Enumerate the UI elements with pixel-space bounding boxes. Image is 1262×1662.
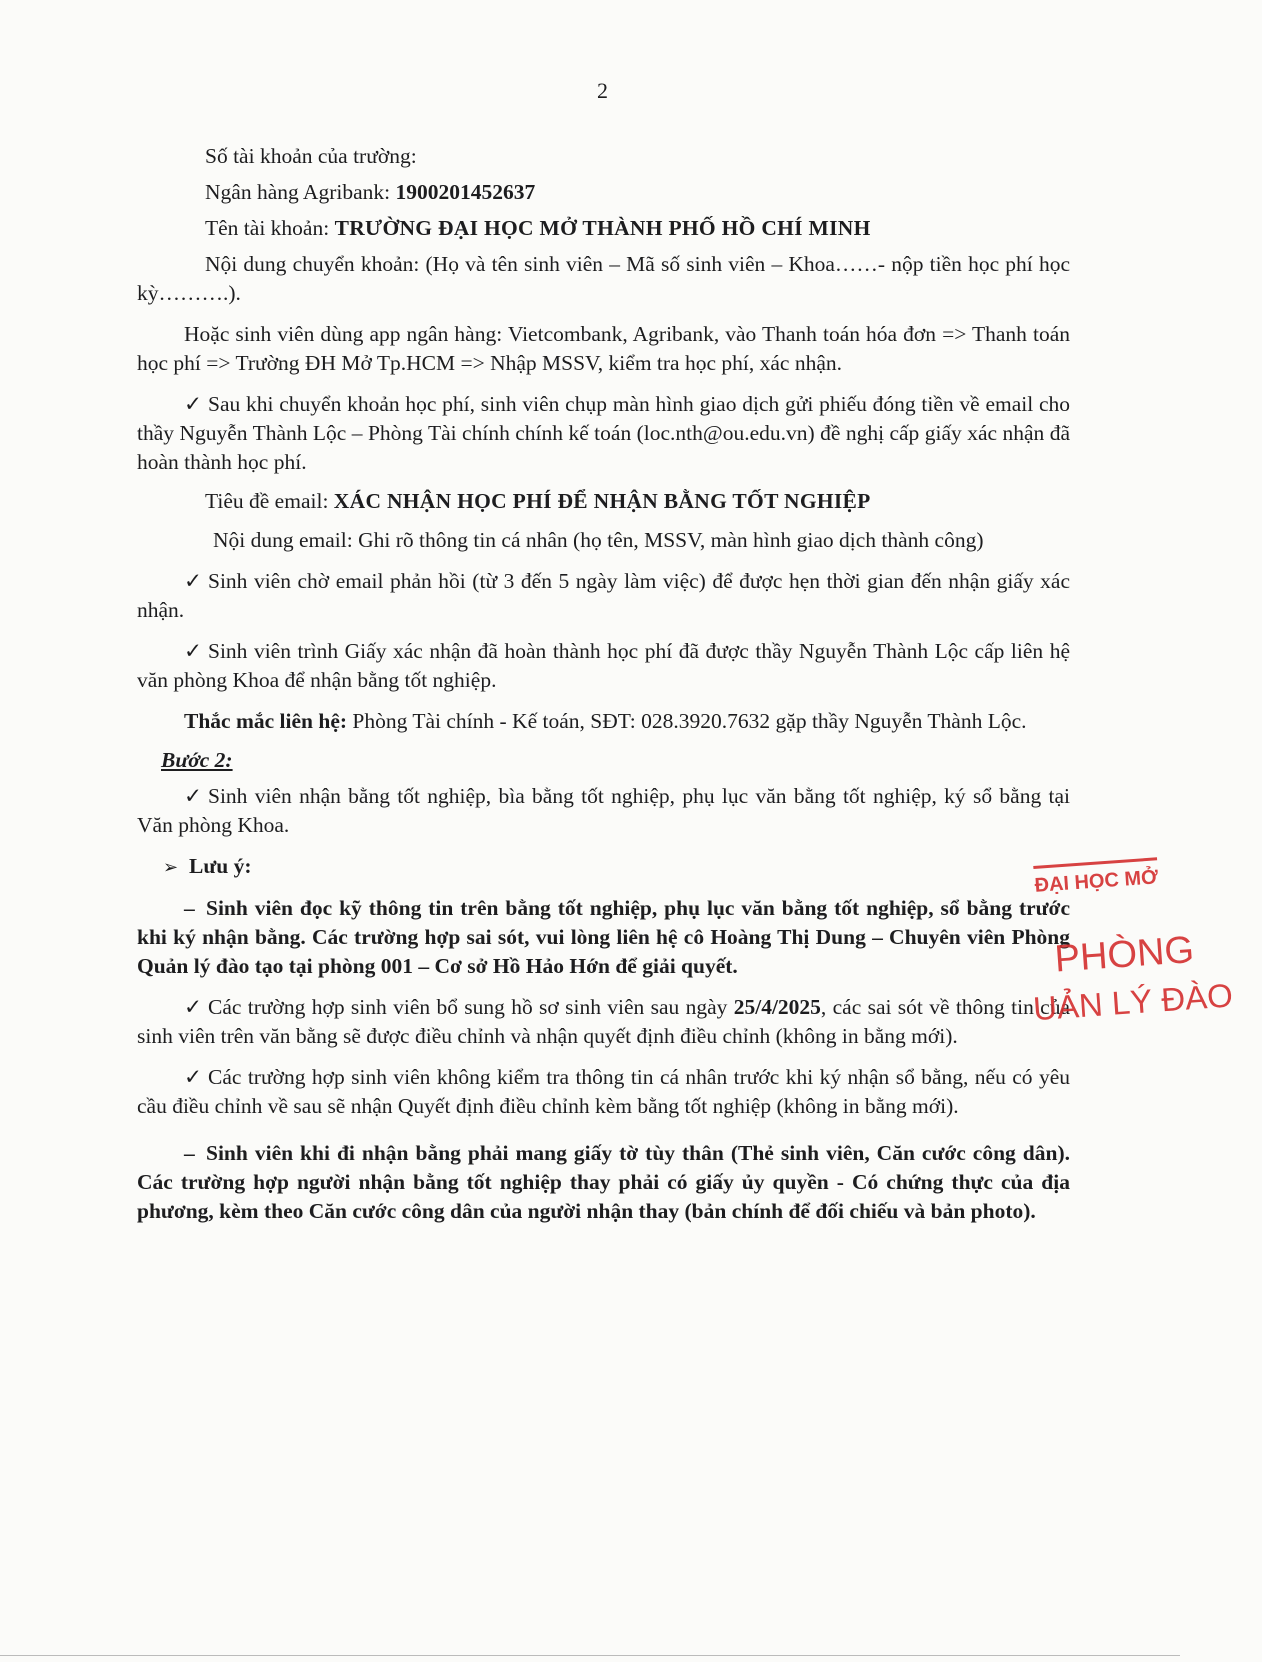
dash-icon: – <box>184 896 195 920</box>
account-name: TRƯỜNG ĐẠI HỌC MỞ THÀNH PHỐ HỒ CHÍ MINH <box>334 216 871 240</box>
dash-icon: – <box>184 1141 195 1165</box>
account-name-line <box>137 214 1070 243</box>
account-name-label: Tên tài khoản: <box>205 216 335 240</box>
wait-reply-item <box>137 567 1070 625</box>
account-number: 1900201452637 <box>395 180 536 204</box>
note-id-item <box>137 1139 1070 1226</box>
page-bottom-edge <box>0 1655 1180 1656</box>
step2-receive-text: Sinh viên nhận bằng tốt nghiệp, bìa bằng tốt nghiệp, phụ lục văn bằng tốt nghiệp, ký sổ bằng tại Văn phòng Khoa. <box>137 784 1070 837</box>
wait-reply-text: Sinh viên chờ email phản hồi (từ 3 đến 5 ngày làm việc) để được hẹn thời gian đến nhận giấy xác nhận. <box>137 569 1070 622</box>
step2-title-line <box>137 746 1070 775</box>
bank-label: Ngân hàng Agribank: <box>205 180 396 204</box>
note-supplement-suffix: , các sai sót về thông tin của sinh viên trên văn bằng sẽ được điều chỉnh và nhận quyết định điều chỉnh (không in bằng mới). <box>137 995 1070 1048</box>
transfer-content: Nội dung chuyển khoản: (Họ và tên sinh viên – Mã số sinh viên – Khoa……- nộp tiền học phí học kỳ……….). <box>137 252 1070 305</box>
app-payment: Hoặc sinh viên dùng app ngân hàng: Vietcombank, Agribank, vào Thanh toán hóa đơn => Thanh toán học phí => Trường ĐH Mở Tp.HCM => Nhập MSSV, kiểm tra học phí, xác nhận. <box>137 322 1070 375</box>
note-read-text: Sinh viên đọc kỹ thông tin trên bằng tốt nghiệp, phụ lục văn bằng tốt nghiệp, sổ bằng trước khi ký nhận bằng. Các trường hợp sai sót, vui lòng liên hệ cô Hoàng Thị Dung – Chuyên viên Phòng Quản lý đào tạo tại phòng 001 – Cơ sở Hồ Hảo Hớn để giải quyết. <box>137 896 1070 978</box>
check-icon: ✓ <box>184 392 203 416</box>
after-transfer-text: Sau khi chuyển khoản học phí, sinh viên chụp màn hình giao dịch gửi phiếu đóng tiền về email cho thầy Nguyễn Thành Lộc – Phòng Tài chính chính kế toán (loc.nth@ou.edu.vn) đề nghị cấp giấy xác nhận đã hoàn thành học phí. <box>137 392 1070 474</box>
present-cert-item <box>137 637 1070 695</box>
note-nocheck-text: Các trường hợp sinh viên không kiểm tra thông tin cá nhân trước khi ký nhận sổ bằng, nếu có yêu cầu điều chỉnh về sau sẽ nhận Quyết định điều chỉnh kèm bằng tốt nghiệp (không in bằng mới). <box>137 1065 1070 1118</box>
note-supplement-item <box>137 993 1070 1051</box>
check-icon: ✓ <box>184 995 203 1019</box>
note-title: Lưu ý: <box>189 854 252 878</box>
stamp-line-3: UẢN LÝ ĐÀO <box>1031 976 1234 1028</box>
note-supplement-date: 25/4/2025 <box>733 995 821 1019</box>
account-heading: Số tài khoản của trường: <box>205 144 417 168</box>
check-icon: ✓ <box>184 1065 203 1089</box>
document-body <box>137 142 1070 1226</box>
bank-line <box>137 178 1070 207</box>
check-icon: ✓ <box>184 569 203 593</box>
note-supplement-prefix: Các trường hợp sinh viên bổ sung hồ sơ sinh viên sau ngày <box>208 995 734 1019</box>
present-cert-text: Sinh viên trình Giấy xác nhận đã hoàn thành học phí đã được thầy Nguyễn Thành Lộc cấp liên hệ văn phòng Khoa để nhận bằng tốt nghiệp. <box>137 639 1070 692</box>
contact-label: Thắc mắc liên hệ: <box>184 709 348 733</box>
email-subject: XÁC NHẬN HỌC PHÍ ĐỂ NHẬN BẰNG TỐT NGHIỆP <box>333 489 871 513</box>
email-content: Nội dung email: Ghi rõ thông tin cá nhân (họ tên, MSSV, màn hình giao dịch thành công) <box>213 528 984 552</box>
contact-line <box>137 707 1070 736</box>
contact-text: Phòng Tài chính - Kế toán, SĐT: 028.3920.7632 gặp thầy Nguyễn Thành Lộc. <box>347 709 1027 733</box>
note-id-text: Sinh viên khi đi nhận bằng phải mang giấy tờ tùy thân (Thẻ sinh viên, Căn cước công dân). Các trường hợp người nhận bằng tốt nghiệp thay phải có giấy ủy quyền - Có chứng thực của địa phương, kèm theo Căn cước công dân của người nhận thay (bản chính để đối chiếu và bản photo). <box>137 1141 1070 1223</box>
stamp-line-2: PHÒNG <box>1053 929 1196 981</box>
check-icon: ✓ <box>184 639 203 663</box>
step2-receive-item <box>137 782 1070 840</box>
stamp-line-1: ĐẠI HỌC MỞ <box>1033 857 1159 898</box>
note-title-line <box>137 852 1070 882</box>
email-subject-label: Tiêu đề email: <box>205 489 334 513</box>
page-number: 2 <box>597 78 608 103</box>
note-nocheck-item <box>137 1063 1070 1121</box>
check-icon: ✓ <box>184 784 203 808</box>
step2-title: Bước 2: <box>161 748 233 772</box>
arrow-icon: ➢ <box>163 857 179 877</box>
after-transfer-item <box>137 390 1070 477</box>
email-subject-line <box>137 487 1070 516</box>
note-read-item <box>137 894 1070 981</box>
